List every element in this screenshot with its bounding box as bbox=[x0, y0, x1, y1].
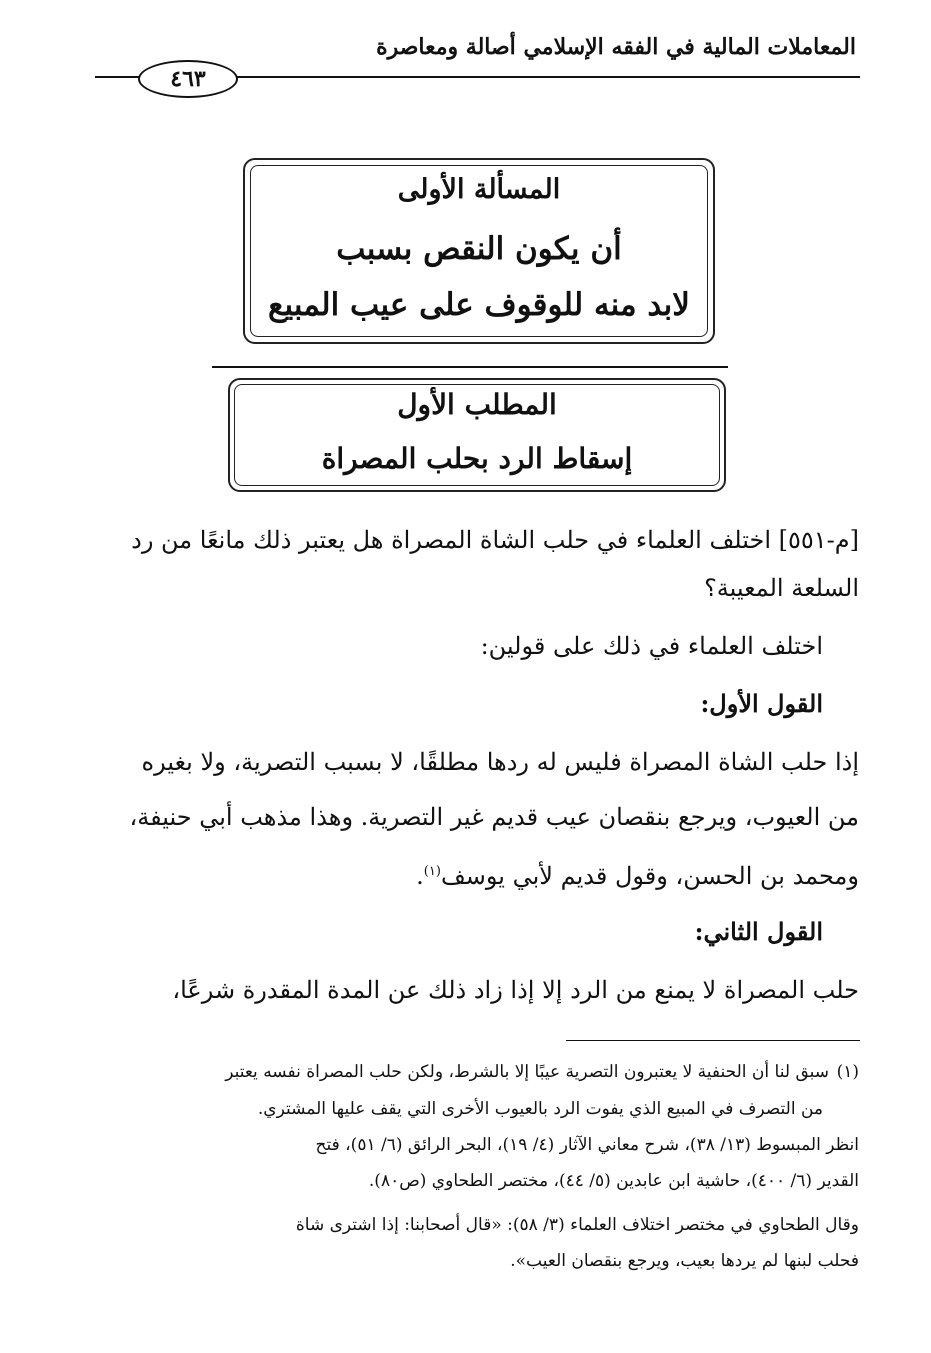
paragraph-end: . bbox=[416, 862, 424, 890]
page-number: ٤٦٣ bbox=[138, 60, 238, 98]
footnote-text: سبق لنا أن الحنفية لا يعتبرون التصرية عيبًا إلا بالشرط، ولكن حلب المصراة نفسه يعتبر bbox=[225, 1062, 829, 1082]
paragraph-text: ومحمد بن الحسن، وقول قديم لأبي يوسف bbox=[440, 862, 859, 890]
matlab-title: إسقاط الرد بحلب المصراة bbox=[321, 442, 633, 475]
paragraph-line: [م-٥٥١] اختلف العلماء في حلب الشاة المصراة هل يعتبر ذلك مانعًا من رد bbox=[131, 526, 859, 554]
paragraph-line: إذا حلب الشاة المصراة فليس له ردها مطلقًا، لا بسبب التصرية، ولا بغيره bbox=[141, 748, 859, 776]
footnote-marker: (١) bbox=[836, 1062, 859, 1082]
masala-label: المسألة الأولى bbox=[397, 174, 561, 205]
paragraph-line: السلعة المعيبة؟ bbox=[704, 574, 859, 602]
matlab-label: المطلب الأول bbox=[397, 388, 557, 421]
masala-title-line1: أن يكون النقص بسبب bbox=[336, 231, 622, 267]
masala-title-line2: لابد منه للوقوف على عيب المبيع bbox=[268, 287, 690, 323]
footnote-line: انظر المبسوط (١٣/ ٣٨)، شرح معاني الآثار (٤/ ١٩)، البحر الرائق (٦/ ٥١)، فتح bbox=[315, 1135, 859, 1155]
footnote-line: القدير (٦/ ٤٠٠)، حاشية ابن عابدين (٥/ ٤٤)، مختصر الطحاوي (ص٨٠). bbox=[368, 1171, 859, 1191]
running-title: المعاملات المالية في الفقه الإسلامي أصالة ومعاصرة bbox=[376, 34, 856, 60]
paragraph-line: اختلف العلماء في ذلك على قولين: bbox=[480, 632, 823, 660]
section-heading-second-opinion: القول الثاني: bbox=[694, 917, 823, 946]
section-heading-first-opinion: القول الأول: bbox=[700, 689, 823, 718]
section-separator bbox=[212, 366, 728, 368]
footnote-rule bbox=[566, 1040, 860, 1041]
footnote-line: من التصرف في المبيع الذي يفوت الرد بالعيوب الأخرى التي يقف عليها المشتري. bbox=[257, 1099, 823, 1119]
footnote-reference[interactable]: (١) bbox=[423, 864, 441, 879]
footnote-line: وقال الطحاوي في مختصر اختلاف العلماء (٣/ ٥٨): «قال أصحابنا: إذا اشترى شاة bbox=[295, 1215, 859, 1235]
paragraph-line: حلب المصراة لا يمنع من الرد إلا إذا زاد ذلك عن المدة المقدرة شرعًا، bbox=[172, 976, 859, 1004]
footnote-line: فحلب لبنها لم يردها بعيب، ويرجع بنقصان العيب». bbox=[510, 1251, 859, 1271]
paragraph-line bbox=[69, 850, 859, 898]
footnote-line bbox=[69, 1058, 859, 1087]
paragraph-line: من العيوب، ويرجع بنقصان عيب قديم غير التصرية. وهذا مذهب أبي حنيفة، bbox=[129, 803, 859, 831]
